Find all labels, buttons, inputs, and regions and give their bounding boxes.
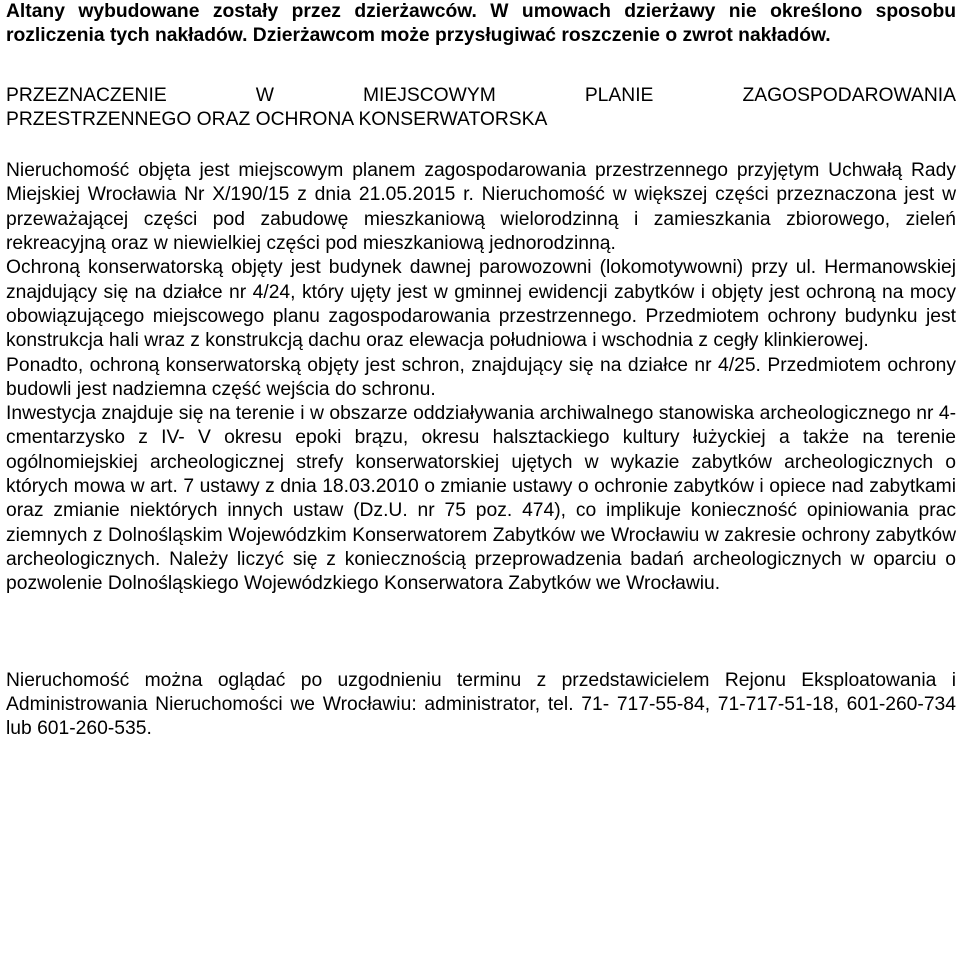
contact-paragraph: Nieruchomość można oglądać po uzgodnieniu terminu z przedstawicielem Rejonu Eksploatowania i Administrowania Nieruchomości we Wrocławiu: administrator, tel. 71- 717-55-84, 71-717-51-18, 601-260-734 lub 601-260-535. — [6, 669, 956, 740]
section-heading-line-1: PRZEZNACZENIE W MIEJSCOWYM PLANIE ZAGOSPODAROWANIA — [6, 84, 956, 106]
section-heading — [6, 84, 956, 133]
protection-building-paragraph: Ochroną konserwatorską objęty jest budynek dawnej parowozowni (lokomotywowni) przy ul. Hermanowskiej znajdujący się na działce nr 4/24, który ujęty jest w gminnej ewidencji zabytków i objęty jest ochroną na mocy obowiązującego miejscowego planu zagospodarowania przestrzennego. Przedmiotem ochrony budynku jest konstrukcja hali wraz z konstrukcją dachu oraz elewacja południowa i wschodnia z cegły klinkierowej. — [6, 257, 956, 352]
spacer — [6, 597, 956, 669]
intro-paragraph: Altany wybudowane zostały przez dzierżawców. W umowach dzierżawy nie określono sposobu rozliczenia tych nakładów. Dzierżawcom może przysługiwać roszczenie o zwrot nakładów. — [6, 1, 956, 47]
archaeology-paragraph: Inwestycja znajduje się na terenie i w obszarze oddziaływania archiwalnego stanowiska archeologicznego nr 4- cmentarzysko z IV- V okresu epoki brązu, okresu halsztackiego kultury łużyckiej a także na terenie ogólnomiejskiej archeologicznej strefy konserwatorskiej ujętych w wykazie zabytków archeologicznych o których mowa w art. 7 ustawy z dnia 18.03.2010 o zmianie ustawy o ochronie zabytków i opiece nad zabytkami oraz zmianie niektórych innych ustaw (Dz.U. nr 75 poz. 474), co implikuje konieczność opiniowania prac ziemnych z Dolnośląskim Wojewódzkim Konserwatorem Zabytków we Wrocławiu w zakresie ochrony zabytków archeologicznych. Należy liczyć się z koniecznością przeprowadzenia badań archeologicznych w oparciu o pozwolenie Dolnośląskiego Wojewódzkiego Konserwatora Zabytków we Wrocławiu. — [6, 403, 956, 595]
spacer — [6, 132, 956, 159]
document-page — [6, 0, 956, 741]
section-heading-line-2: PRZESTRZENNEGO ORAZ OCHRONA KONSERWATORSKA — [6, 108, 548, 130]
protection-shelter-paragraph: Ponadto, ochroną konserwatorską objęty jest schron, znajdujący się na działce nr 4/25. Przedmiotem ochrony budowli jest nadziemna część wejścia do schronu. — [6, 354, 956, 400]
plan-paragraph: Nieruchomość objęta jest miejscowym planem zagospodarowania przestrzennego przyjętym Uchwałą Rady Miejskiej Wrocławia Nr X/190/15 z dnia 21.05.2015 r. Nieruchomość w większej części przeznaczona jest w przeważającej części pod zabudowę mieszkaniową wielorodzinną i zamieszkania zbiorowego, zieleń rekreacyjną oraz w niewielkiej części pod mieszkaniową jednorodzinną. — [6, 160, 956, 255]
spacer — [6, 49, 956, 84]
